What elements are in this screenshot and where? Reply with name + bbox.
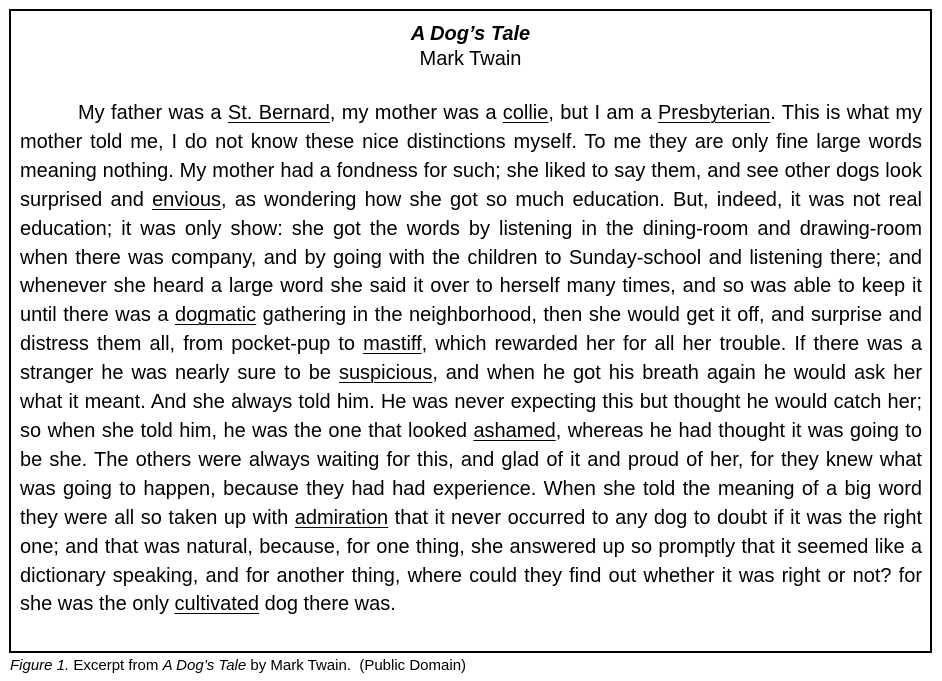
vocabulary-word: cultivated	[174, 593, 260, 616]
vocabulary-word: mastiff	[363, 333, 422, 356]
paragraph-text: gathering in the neighborhood, then she would get it off, and surprise and distress them all, from pocket-pup to	[20, 304, 922, 356]
figure-caption	[10, 657, 466, 675]
figure-label: Figure 1.	[10, 657, 70, 674]
story-author: Mark Twain	[419, 48, 522, 70]
paragraph-text: , but I am a	[548, 102, 658, 124]
paragraph-text: that it never occurred to any dog to doubt if it was the right one; and that was natural, because, for one thing, she answered up so promptly that it seemed like a dictionary speaking, and for another thing, where could they find out whether it was right or not? for she was the only	[20, 506, 922, 616]
story-title: A Dog’s Tale	[410, 23, 531, 45]
excerpt-box	[9, 9, 932, 653]
paragraph-text: dog there was.	[259, 593, 396, 616]
paragraph-text: , whereas he had thought it was going to be she. The others were always waiting for this, and glad of it and proud of her, for they knew what was going to happen, because they had had experience. When she told the meaning of a big word they were all so taken up with	[20, 419, 922, 529]
excerpt-paragraph	[20, 99, 922, 619]
vocabulary-word: envious	[152, 188, 221, 211]
paragraph-text: , and when he got his breath again he would ask her what it meant. And she always told him. He was never expecting this but thought he would catch her; so when she told him, he was the one that looked	[20, 362, 922, 442]
caption-text-after: by Mark Twain. (Public Domain)	[246, 657, 467, 674]
paragraph-text: , as wondering how she got so much education. But, indeed, it was not real education; it was only show: she got the words by listening in the dining-room and drawing-room when there was company, and by going with the children to Sunday-school and listening there; and whenever she heard a large word she said it over to herself many times, and so was able to keep it until there was a	[20, 188, 922, 327]
vocabulary-word: suspicious	[338, 362, 433, 385]
caption-text-before: Excerpt from	[69, 657, 163, 674]
vocabulary-word: ashamed	[473, 419, 556, 442]
paragraph-text: . This is what my mother told me, I do not know these nice distinctions myself. To me they are only fine large words meaning nothing. My mother had a fondness for such; she liked to say them, and see other dogs look surprised and	[20, 102, 922, 211]
vocabulary-word: Presbyterian	[657, 102, 771, 124]
caption-work-title: A Dog’s Tale	[162, 657, 247, 674]
vocabulary-word: collie	[502, 102, 549, 124]
vocabulary-word: St. Bernard	[227, 102, 330, 124]
vocabulary-word: dogmatic	[175, 304, 257, 327]
paragraph-text: , my mother was a	[329, 102, 503, 124]
paragraph-text: My father was a	[78, 102, 228, 124]
paragraph-text: , which rewarded her for all her trouble. If there was a stranger he was nearly sure to be	[20, 333, 922, 385]
vocabulary-word: admiration	[294, 506, 389, 529]
